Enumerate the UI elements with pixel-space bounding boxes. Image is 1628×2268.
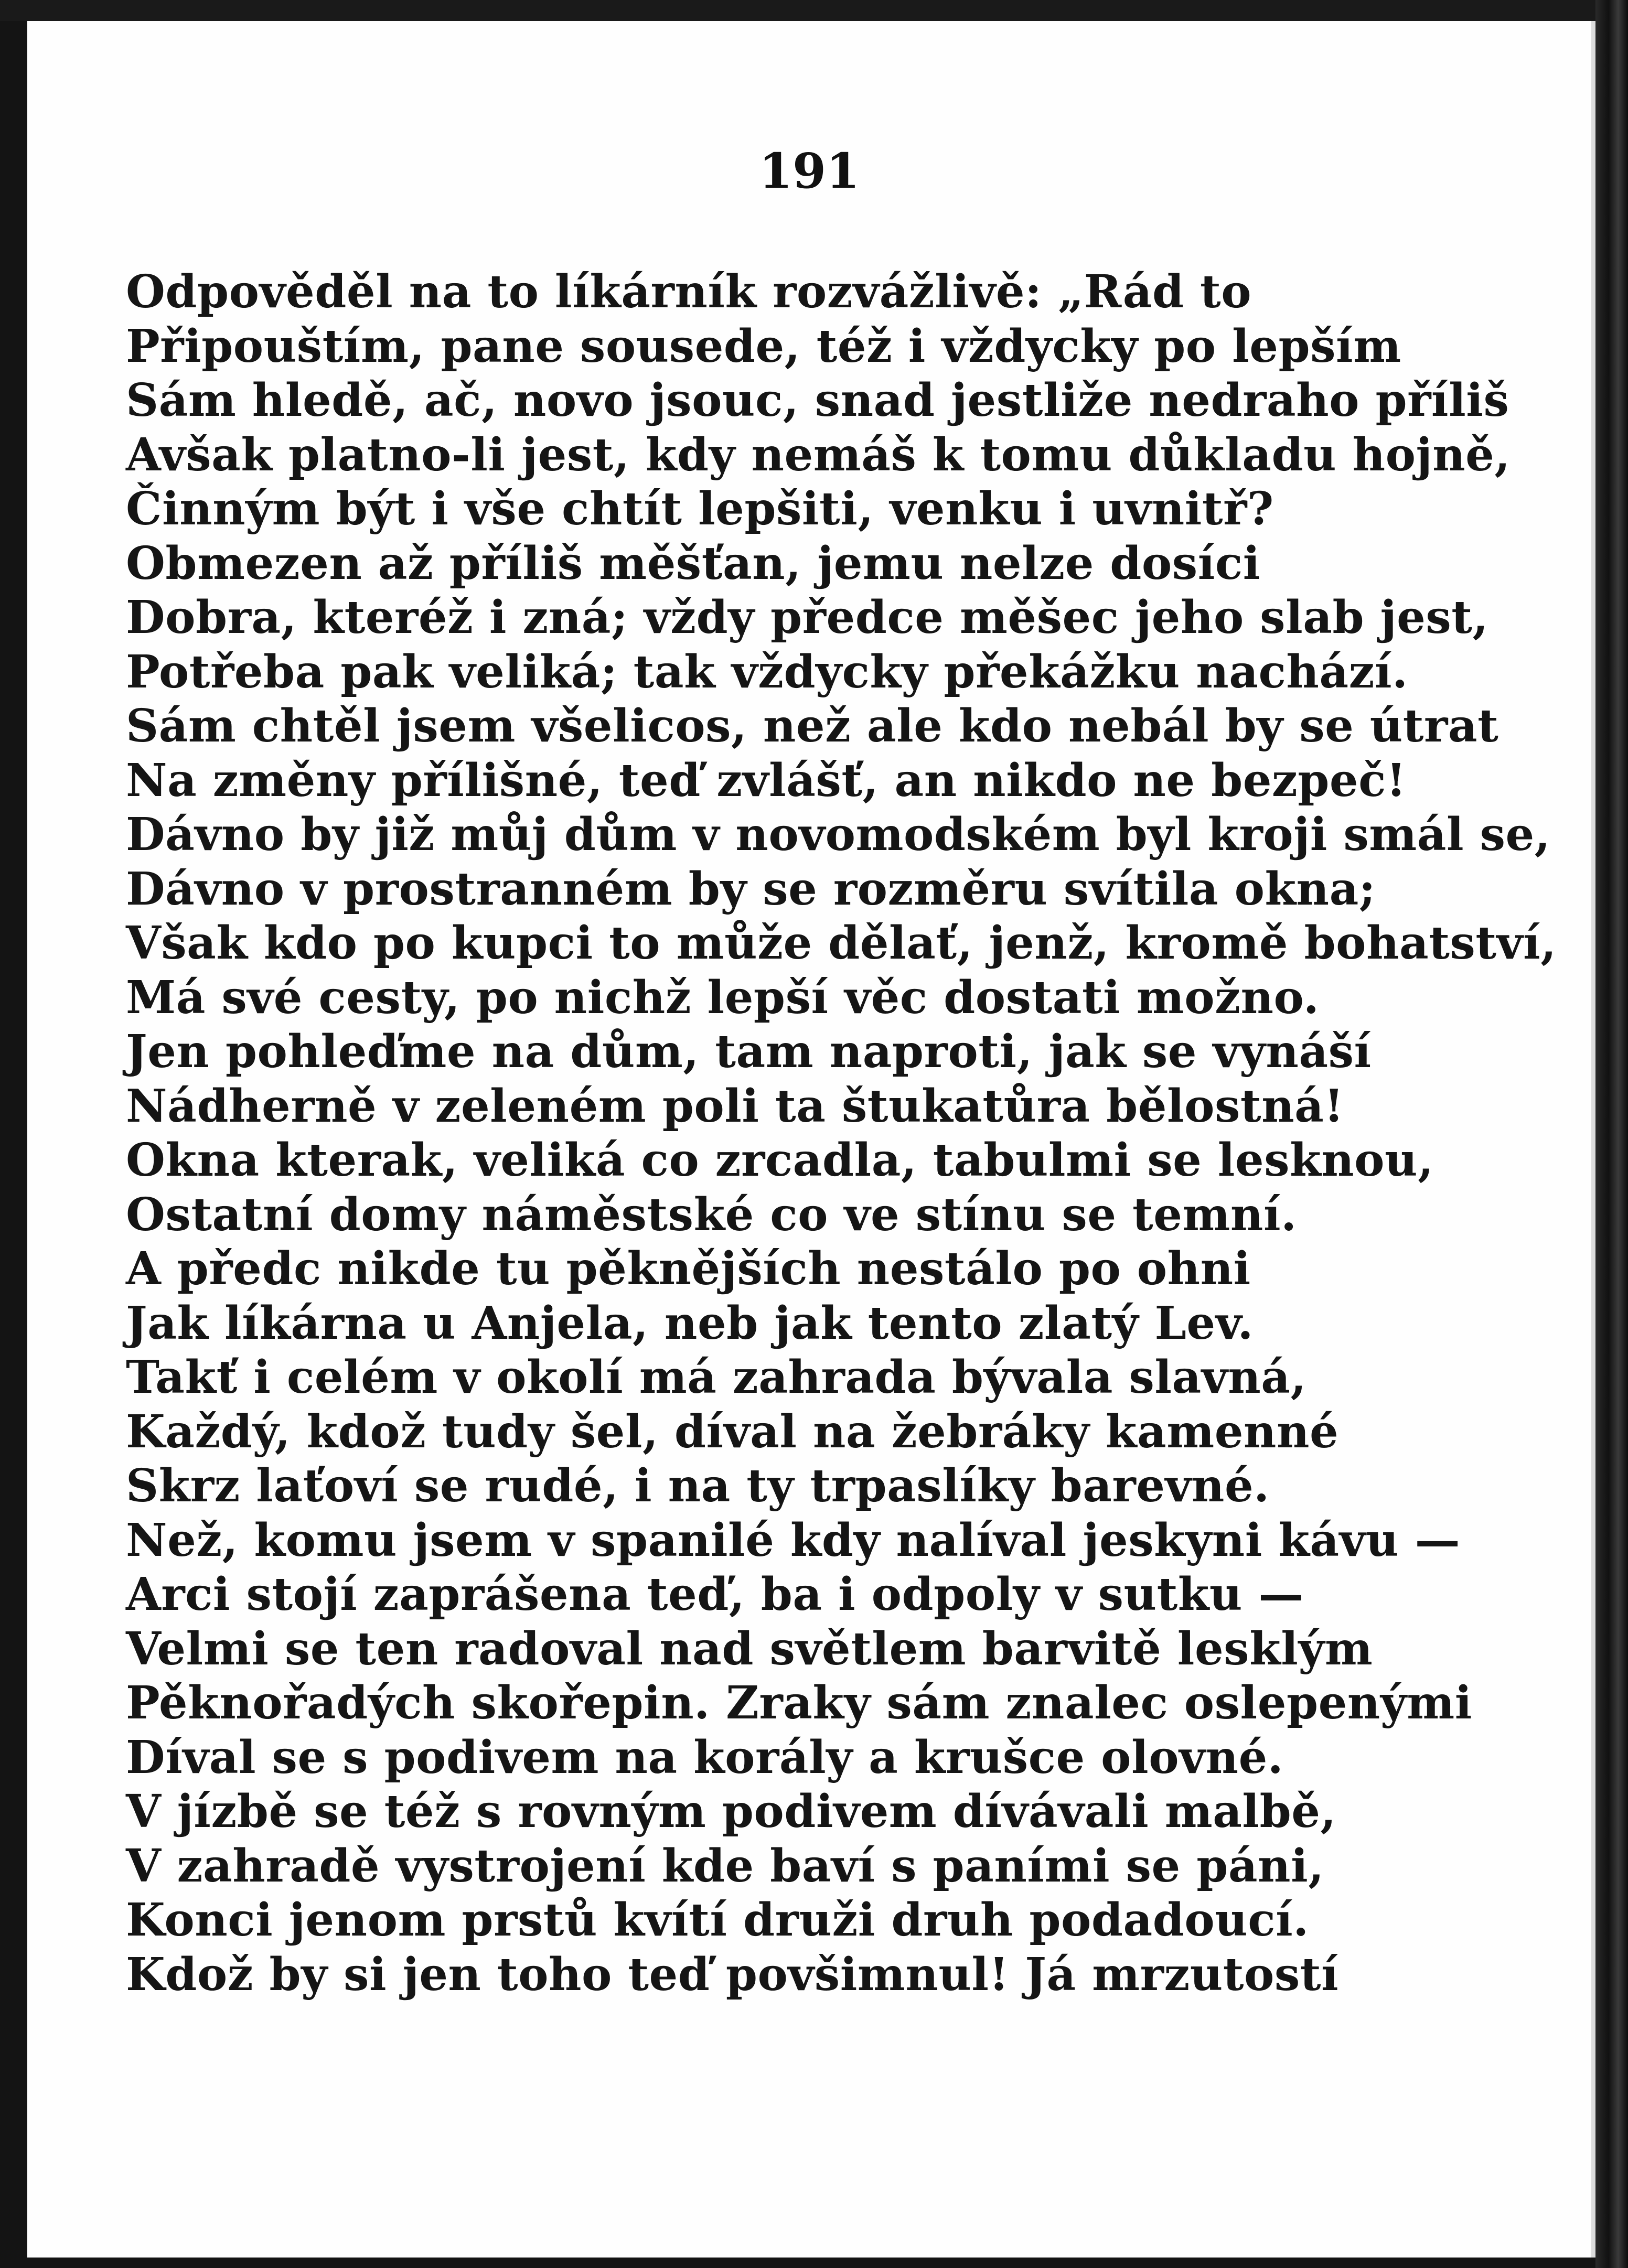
poem-line: Činným být i vše chtít lepšiti, venku i uvnitř? <box>126 482 1274 535</box>
poem-line: Připouštím, pane sousede, též i vždycky po lepším <box>126 319 1401 373</box>
poem-line: V zahradě vystrojení kde baví s paními se páni, <box>126 1839 1324 1893</box>
poem-line: Dobra, kteréž i zná; vždy předce měšec jeho slab jest, <box>126 591 1488 644</box>
poem-line: Takť i celém v okolí má zahrada bývala slavná, <box>126 1351 1306 1404</box>
poem-line: Jak líkárna u Anjela, neb jak tento zlatý Lev. <box>126 1296 1254 1350</box>
poem-line: Arci stojí zaprášena teď, ba i odpoly v sutku — <box>126 1568 1304 1621</box>
poem-line: V jízbě se též s rovným podivem dívávali malbě, <box>126 1785 1336 1838</box>
poem-line: Potřeba pak veliká; tak vždycky překážku nachází. <box>126 645 1408 698</box>
poem-line: Pěknořadých skořepin. Zraky sám znalec oslepenými <box>126 1676 1472 1729</box>
poem-line: Odpověděl na to líkárník rozvážlivě: „Rád to <box>126 265 1252 318</box>
poem-line: Skrz laťoví se rudé, i na ty trpaslíky barevné. <box>126 1459 1270 1512</box>
scan-top-edge <box>0 0 1628 21</box>
poem-line: Sám chtěl jsem všelicos, než ale kdo nebál by se útrat <box>126 700 1499 753</box>
poem-line: Konci jenom prstů kvítí druži druh podadoucí. <box>126 1894 1309 1947</box>
poem-line: Díval se s podivem na korály a krušce olovné. <box>126 1730 1284 1784</box>
poem-line: Má své cesty, po nichž lepší věc dostati možno. <box>126 971 1320 1024</box>
poem-line: Ostatní domy náměstské co ve stínu se temní. <box>126 1188 1297 1241</box>
poem-line: Velmi se ten radoval nad světlem barvitě lesklým <box>126 1622 1373 1675</box>
poem-line: Než, komu jsem v spanilé kdy nalíval jeskyni kávu — <box>126 1513 1461 1567</box>
poem-line: Dávno v prostranném by se rozměru svítila okna; <box>126 862 1376 916</box>
poem-line: Dávno by již můj dům v novomodském byl kroji smál se, <box>126 808 1551 861</box>
poem-line: Obmezen až příliš měšťan, jemu nelze dosíci <box>126 536 1260 590</box>
poem-line: Sám hledě, ač, novo jsouc, snad jestliže nedraho příliš <box>126 374 1509 427</box>
poem-line: A předc nikde tu pěknějších nestálo po ohni <box>126 1242 1251 1295</box>
poem-line: Jen pohleďme na dům, tam naproti, jak se vynáší <box>126 1025 1372 1078</box>
poem-line: Na změny přílišné, teď zvlášť, an nikdo ne bezpeč! <box>126 754 1407 807</box>
poem-line: Každý, kdož tudy šel, díval na žebráky kamenné <box>126 1405 1339 1458</box>
poem-line: Nádherně v zeleném poli ta štukatůra bělostná! <box>126 1079 1344 1133</box>
poem-line: Však kdo po kupci to může dělať, jenž, kromě bohatství, <box>126 917 1557 970</box>
poem-text <box>126 265 1557 2002</box>
book-spine-shadow <box>1595 0 1628 2268</box>
poem-line: Kdož by si jen toho teď povšimnul! Já mrzutostí <box>126 1948 1339 2001</box>
poem-line: Okna kterak, veliká co zrcadla, tabulmi se lesknou, <box>126 1134 1434 1187</box>
poem-line: Avšak platno-li jest, kdy nemáš k tomu důkladu hojně, <box>126 428 1511 481</box>
page-number: 191 <box>758 143 860 199</box>
book-page <box>27 21 1595 2258</box>
